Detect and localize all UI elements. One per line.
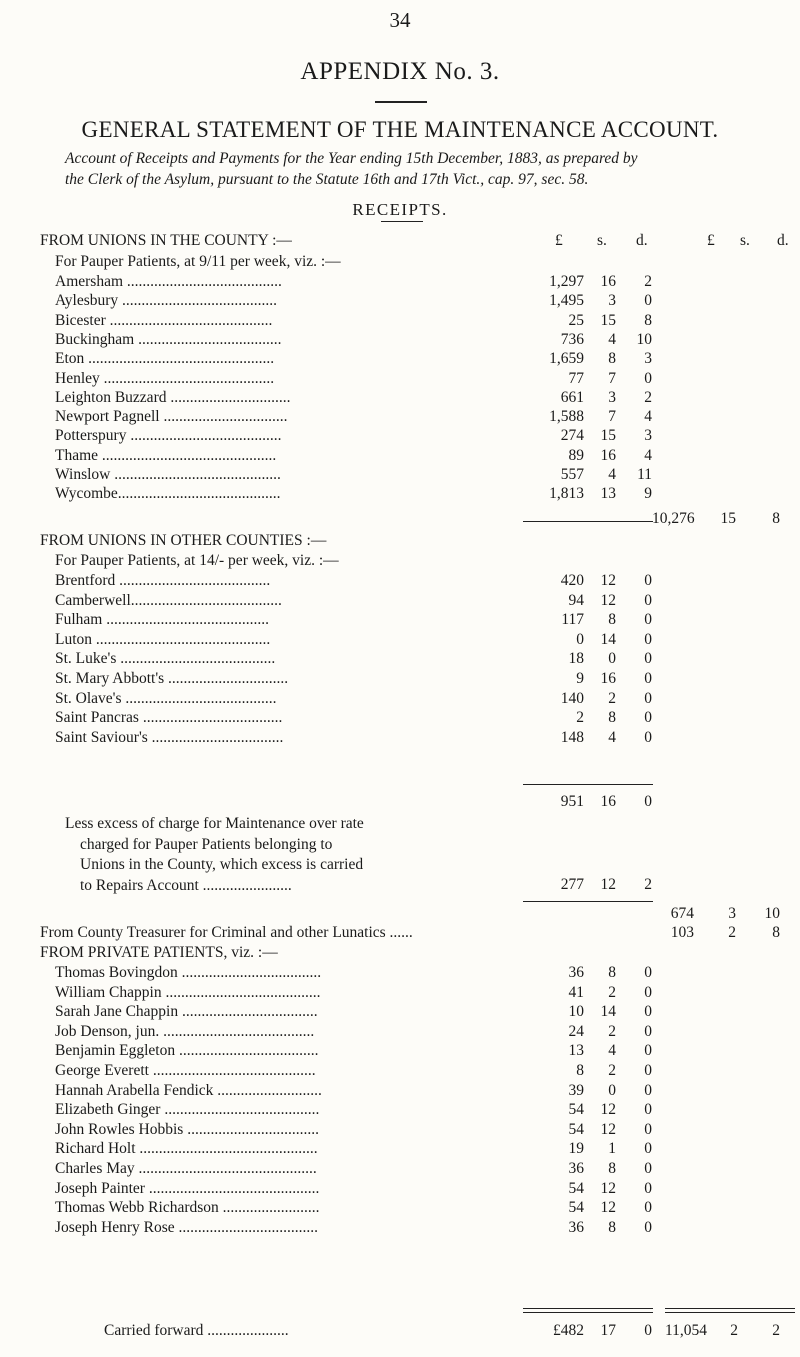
private-patient-label: William Chappin ........................................ xyxy=(55,983,321,1001)
private-patient-pounds: 54 xyxy=(568,1179,584,1197)
private-patient-shillings: 12 xyxy=(600,1199,616,1217)
county-union-pence: 0 xyxy=(644,369,652,387)
other-union-shillings: 14 xyxy=(600,630,616,648)
private-patient-shillings: 12 xyxy=(600,1179,616,1197)
county-union-label: Potterspury ....................................... xyxy=(55,427,282,445)
county-union-row xyxy=(0,408,800,428)
county-union-label: Amersham ........................................ xyxy=(55,273,282,290)
private-patient-label: Sarah Jane Chappin ................................... xyxy=(55,1003,318,1021)
county-union-pence: 11 xyxy=(637,466,652,483)
county-union-row xyxy=(0,331,800,351)
other-union-label: Fulham .......................................... xyxy=(55,611,269,629)
other-subtotal-rule xyxy=(523,784,653,785)
less-line-2: charged for Pauper Patients belonging to xyxy=(80,835,333,853)
county-union-pence: 10 xyxy=(636,330,652,348)
carried-private-pounds: £482 xyxy=(553,1322,584,1339)
other-union-row xyxy=(0,670,800,690)
private-patient-row xyxy=(0,1101,800,1121)
other-union-pence: 0 xyxy=(644,611,652,629)
page-number: 34 xyxy=(389,8,411,32)
private-patient-label: Charles May .............................................. xyxy=(55,1160,317,1177)
other-union-row xyxy=(0,650,800,670)
treasurer-pounds: 103 xyxy=(670,924,694,941)
less-line-3: Unions in the County, which excess is carried xyxy=(80,856,364,873)
county-union-label: Newport Pagnell ................................ xyxy=(55,408,288,426)
other-subtotal-pence: 0 xyxy=(644,793,652,810)
treasurer-label: From County Treasurer for Criminal and other Lunatics ...... xyxy=(40,924,413,941)
other-union-pounds: 420 xyxy=(560,572,584,589)
private-patient-shillings: 12 xyxy=(600,1101,616,1119)
other-union-shillings: 16 xyxy=(600,670,616,687)
other-union-pounds: 9 xyxy=(576,670,584,687)
county-union-shillings: 4 xyxy=(608,330,616,348)
private-patient-pence: 0 xyxy=(644,1160,652,1177)
private-patient-pounds: 36 xyxy=(568,964,584,981)
private-patient-shillings: 2 xyxy=(608,1022,616,1040)
private-patient-row xyxy=(0,1042,800,1062)
private-section-heading: FROM PRIVATE PATIENTS, viz. :— xyxy=(40,944,278,961)
county-union-pence: 9 xyxy=(644,485,652,503)
private-patient-shillings: 12 xyxy=(600,1120,616,1138)
private-patient-pence: 0 xyxy=(644,1140,652,1158)
county-total-row xyxy=(0,510,800,530)
col-header-shillings-1: s. xyxy=(597,232,607,249)
private-patient-shillings: 0 xyxy=(608,1081,616,1099)
county-union-pounds: 274 xyxy=(560,427,584,445)
county-union-pounds: 1,588 xyxy=(549,408,584,426)
other-union-shillings: 0 xyxy=(608,650,616,668)
county-union-row xyxy=(0,447,800,467)
less-line-4: to Repairs Account ....................... xyxy=(80,876,292,894)
county-union-label: Buckingham ..................................... xyxy=(55,330,282,348)
private-patient-shillings: 2 xyxy=(608,1062,616,1079)
county-union-shillings: 3 xyxy=(608,292,616,310)
county-union-pence: 4 xyxy=(644,446,652,464)
private-patient-row xyxy=(0,1140,800,1160)
private-patient-pounds: 24 xyxy=(568,1022,584,1040)
other-union-row xyxy=(0,572,800,592)
county-union-pounds: 89 xyxy=(568,446,584,464)
private-patient-row xyxy=(0,1003,800,1023)
carried-grand-pence: 2 xyxy=(772,1322,780,1339)
less-amount-pounds: 277 xyxy=(560,876,584,893)
col-header-pounds-1: £ xyxy=(555,232,563,249)
private-patient-label: Benjamin Eggleton .................................... xyxy=(55,1042,319,1060)
intro-line-1: Account of Receipts and Payments for the Year ending 15th December, 1883, as prepared by xyxy=(65,150,638,167)
county-union-row xyxy=(0,292,800,312)
private-patient-shillings: 14 xyxy=(600,1003,616,1021)
county-union-row xyxy=(0,370,800,390)
county-union-pounds: 25 xyxy=(568,311,584,329)
other-union-label: St. Luke's ........................................ xyxy=(55,650,276,668)
other-subtotal-shillings: 16 xyxy=(600,793,616,810)
other-union-label: Camberwell....................................... xyxy=(55,591,282,609)
carried-rule-right xyxy=(665,1308,795,1313)
other-union-pounds: 2 xyxy=(576,709,584,727)
treasurer-row xyxy=(0,924,800,944)
private-patient-row xyxy=(0,1121,800,1141)
other-union-pence: 0 xyxy=(644,728,652,746)
private-patient-shillings: 8 xyxy=(608,964,616,981)
private-patient-shillings: 8 xyxy=(608,1218,616,1236)
private-patient-pence: 0 xyxy=(644,1022,652,1040)
less-amount-row xyxy=(0,876,800,896)
county-union-row xyxy=(0,485,800,505)
county-union-label: Winslow ........................................... xyxy=(55,466,281,483)
county-union-row xyxy=(0,427,800,447)
other-union-pounds: 140 xyxy=(560,689,584,707)
col-header-pounds-2: £ xyxy=(707,232,715,249)
receipts-rule xyxy=(381,221,423,222)
other-union-label: Saint Pancras .................................... xyxy=(55,709,283,727)
carried-rule-left xyxy=(523,1308,653,1313)
private-patient-shillings: 2 xyxy=(608,983,616,1001)
private-patient-label: Elizabeth Ginger ........................................ xyxy=(55,1101,320,1119)
private-patient-label: Thomas Bovingdon .................................... xyxy=(55,964,322,981)
private-patient-row xyxy=(0,984,800,1004)
other-union-label: Saint Saviour's .................................. xyxy=(55,728,284,746)
private-patient-label: George Everett .......................................... xyxy=(55,1062,316,1079)
county-union-pounds: 1,659 xyxy=(549,350,584,368)
county-union-shillings: 7 xyxy=(608,408,616,426)
private-patient-pounds: 36 xyxy=(568,1160,584,1177)
private-patient-pounds: 36 xyxy=(568,1218,584,1236)
private-patient-pounds: 41 xyxy=(568,983,584,1001)
other-section-heading: FROM UNIONS IN OTHER COUNTIES :— xyxy=(40,532,327,549)
private-patient-pounds: 54 xyxy=(568,1101,584,1119)
private-patient-row xyxy=(0,1180,800,1200)
county-union-shillings: 4 xyxy=(608,466,616,483)
county-union-pence: 3 xyxy=(644,350,652,368)
other-union-pence: 0 xyxy=(644,591,652,609)
other-union-row xyxy=(0,611,800,631)
private-patient-pence: 0 xyxy=(644,1042,652,1060)
county-section-heading: FROM UNIONS IN THE COUNTY :— xyxy=(40,232,292,249)
county-union-shillings: 15 xyxy=(600,427,616,445)
other-union-pence: 0 xyxy=(644,670,652,687)
other-union-shillings: 12 xyxy=(600,591,616,609)
col-header-pence-1: d. xyxy=(636,232,648,249)
other-union-pounds: 117 xyxy=(561,611,584,629)
other-subtotal-row xyxy=(0,793,800,813)
private-patient-pounds: 13 xyxy=(568,1042,584,1060)
other-union-label: Luton ............................................. xyxy=(55,630,271,648)
private-patient-row xyxy=(0,1023,800,1043)
other-union-shillings: 8 xyxy=(608,709,616,727)
less-line-1: Less excess of charge for Maintenance over rate xyxy=(65,815,364,832)
other-union-row xyxy=(0,690,800,710)
less-amount-shillings: 12 xyxy=(600,876,616,893)
other-union-pence: 0 xyxy=(644,689,652,707)
carried-grand-shillings: 2 xyxy=(730,1322,738,1339)
other-net-pence: 10 xyxy=(764,905,780,922)
other-union-shillings: 12 xyxy=(600,572,616,589)
county-union-label: Leighton Buzzard ............................... xyxy=(55,388,291,406)
county-union-pounds: 1,495 xyxy=(549,292,584,310)
treasurer-pence: 8 xyxy=(772,924,780,941)
private-patient-label: Richard Holt .............................................. xyxy=(55,1140,318,1158)
private-patient-label: Joseph Henry Rose .................................... xyxy=(55,1218,319,1236)
county-union-pence: 8 xyxy=(644,311,652,329)
county-union-shillings: 8 xyxy=(608,350,616,368)
county-union-label: Aylesbury ........................................ xyxy=(55,292,278,310)
private-patient-label: Hannah Arabella Fendick ........................... xyxy=(55,1081,322,1099)
other-union-pence: 0 xyxy=(644,709,652,727)
county-union-row xyxy=(0,389,800,409)
private-patient-label: Joseph Painter ............................................ xyxy=(55,1179,320,1197)
private-patient-pence: 0 xyxy=(644,1218,652,1236)
other-union-row xyxy=(0,729,800,749)
private-patient-row xyxy=(0,1160,800,1180)
county-section-subheading: For Pauper Patients, at 9/11 per week, viz. :— xyxy=(55,253,341,270)
col-header-pence-2: d. xyxy=(777,232,789,249)
title-rule xyxy=(375,101,427,103)
county-union-label: Henley ............................................ xyxy=(55,369,275,387)
other-union-pence: 0 xyxy=(644,572,652,589)
col-header-shillings-2: s. xyxy=(740,232,750,249)
private-patient-shillings: 8 xyxy=(608,1160,616,1177)
county-union-pence: 2 xyxy=(644,273,652,290)
other-union-label: Brentford ....................................... xyxy=(55,572,271,589)
private-patient-pence: 0 xyxy=(644,1003,652,1021)
county-union-label: Eton ................................................ xyxy=(55,350,275,368)
private-patient-pence: 0 xyxy=(644,1179,652,1197)
net-rule xyxy=(523,901,653,902)
receipts-heading: RECEIPTS. xyxy=(352,200,448,219)
county-union-label: Wycombe.......................................... xyxy=(55,485,281,503)
county-union-shillings: 7 xyxy=(608,369,616,387)
private-patient-pence: 0 xyxy=(644,1199,652,1217)
private-patient-pence: 0 xyxy=(644,1062,652,1079)
other-union-label: St. Mary Abbott's ............................... xyxy=(55,670,289,687)
county-union-row xyxy=(0,312,800,332)
other-union-pounds: 18 xyxy=(568,650,584,668)
county-union-shillings: 16 xyxy=(600,446,616,464)
other-net-pounds: 674 xyxy=(670,905,694,922)
intro-line-2: the Clerk of the Asylum, pursuant to the Statute 16th and 17th Vict., cap. 97, sec. 58. xyxy=(65,171,589,188)
other-section-subheading: For Pauper Patients, at 14/- per week, viz. :— xyxy=(55,552,339,569)
county-union-pounds: 1,297 xyxy=(549,273,584,290)
private-patient-pence: 0 xyxy=(644,1120,652,1138)
county-union-row xyxy=(0,350,800,370)
private-patient-pounds: 10 xyxy=(568,1003,584,1021)
county-union-pence: 3 xyxy=(644,427,652,445)
other-union-shillings: 2 xyxy=(608,689,616,707)
carried-private-shillings: 17 xyxy=(600,1322,616,1339)
other-union-pounds: 0 xyxy=(576,630,584,648)
other-union-pounds: 148 xyxy=(560,728,584,746)
county-union-row xyxy=(0,466,800,486)
statement-title: GENERAL STATEMENT OF THE MAINTENANCE ACCOUNT. xyxy=(81,117,719,142)
other-union-shillings: 4 xyxy=(608,728,616,746)
private-patient-row xyxy=(0,964,800,984)
other-union-row xyxy=(0,631,800,651)
county-union-label: Thame ............................................. xyxy=(55,446,277,464)
private-patient-label: Job Denson, jun. ....................................... xyxy=(55,1022,315,1040)
carried-forward-row xyxy=(0,1322,800,1342)
county-union-pounds: 736 xyxy=(560,330,584,348)
county-union-pounds: 557 xyxy=(560,466,584,483)
county-total-pounds: 10,276 xyxy=(652,510,695,527)
private-patient-label: John Rowles Hobbis .................................. xyxy=(55,1120,319,1138)
county-union-pence: 2 xyxy=(644,388,652,406)
county-union-label: Bicester .......................................... xyxy=(55,311,273,329)
carried-grand-pounds: 11,054 xyxy=(664,1322,707,1339)
county-total-pence: 8 xyxy=(772,510,780,527)
other-union-row xyxy=(0,709,800,729)
county-union-pounds: 77 xyxy=(568,369,584,387)
county-union-pounds: 661 xyxy=(560,388,584,406)
private-patient-row xyxy=(0,1219,800,1239)
private-patient-pence: 0 xyxy=(644,1081,652,1099)
private-patient-label: Thomas Webb Richardson ......................... xyxy=(55,1199,320,1217)
other-net-shillings: 3 xyxy=(728,905,736,922)
private-patient-pence: 0 xyxy=(644,983,652,1001)
other-subtotal-pounds: 951 xyxy=(560,793,584,810)
private-patient-pounds: 39 xyxy=(568,1081,584,1099)
other-union-pence: 0 xyxy=(644,630,652,648)
other-union-pence: 0 xyxy=(644,650,652,668)
less-amount-pence: 2 xyxy=(644,876,652,893)
other-union-row xyxy=(0,592,800,612)
private-patient-pounds: 19 xyxy=(568,1140,584,1158)
carried-forward-label: Carried forward ..................... xyxy=(104,1322,289,1339)
county-union-shillings: 13 xyxy=(600,485,616,503)
other-union-shillings: 8 xyxy=(608,611,616,629)
county-union-pence: 0 xyxy=(644,292,652,310)
other-net-row xyxy=(0,905,800,925)
county-union-row xyxy=(0,273,800,293)
county-union-pounds: 1,813 xyxy=(549,485,584,503)
county-union-shillings: 16 xyxy=(600,273,616,290)
private-patient-row xyxy=(0,1082,800,1102)
private-patient-pence: 0 xyxy=(644,1101,652,1119)
carried-private-pence: 0 xyxy=(644,1322,652,1339)
private-patient-pounds: 8 xyxy=(576,1062,584,1079)
county-union-shillings: 3 xyxy=(608,388,616,406)
private-patient-row xyxy=(0,1199,800,1219)
private-patient-shillings: 4 xyxy=(608,1042,616,1060)
private-patient-pence: 0 xyxy=(644,964,652,981)
county-union-pence: 4 xyxy=(644,408,652,426)
county-total-shillings: 15 xyxy=(720,510,736,527)
private-patient-pounds: 54 xyxy=(568,1120,584,1138)
appendix-title: APPENDIX No. 3. xyxy=(300,58,500,85)
private-patient-shillings: 1 xyxy=(608,1140,616,1158)
county-union-shillings: 15 xyxy=(600,311,616,329)
private-patient-row xyxy=(0,1062,800,1082)
treasurer-shillings: 2 xyxy=(728,924,736,941)
other-union-label: St. Olave's ....................................... xyxy=(55,689,277,707)
other-union-pounds: 94 xyxy=(568,591,584,609)
private-patient-pounds: 54 xyxy=(568,1199,584,1217)
